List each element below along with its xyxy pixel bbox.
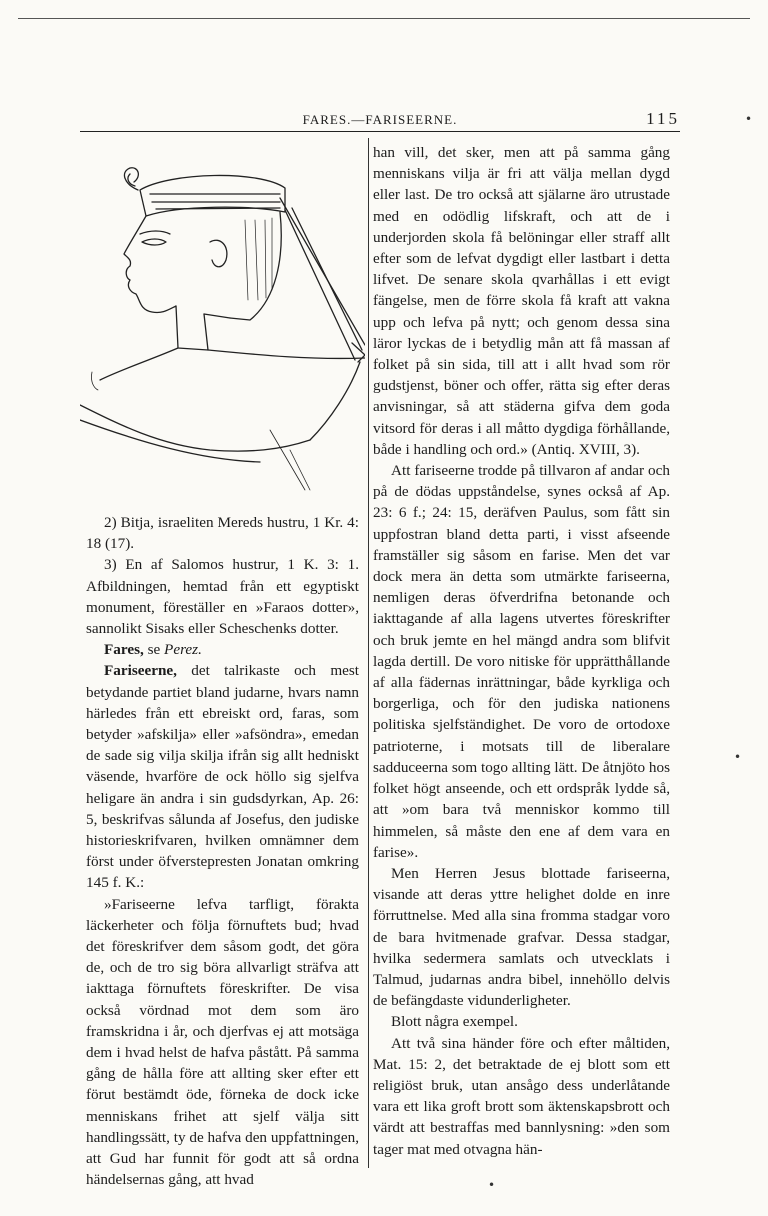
right-column [373,142,670,1160]
entry-fares-see: se [147,641,161,659]
paragraph-2: Att fariseerne trodde på tillvaron af andar och på de dödas uppståndelse, synes också af Ap. 23: 6 f.; 24: 15, deräfven Paulus, som fått sin uppfostran bland detta parti, i visst afseende framställer sig såsom en farise. Men det var dock mera än detta som utmärkte fariseerna, nemligen deras öfverdrifna betonande och iakttagande af alla lagens utvertes föreskrifter och bruk jemte en hel mängd andra som blifvit lagda dertill. De voro nitiske för upprätthållande af alla fädernas inrättningar, både kyrkliga och borgerliga, och för den judiska nationens politiska sjelfständighet. De voro de ortodoxe patrioterne, i motsats till de liberalare sadduceerna som togo allting lätt. De åtnjöto hos folket högt anseende, och ett ordspråk lydde så, att »om bara två menniskor kommo till himmelen, så måste den ene af dem vara en farise». [373,462,670,861]
entry-fares-ref: Perez. [164,641,202,659]
egyptian-princess-illustration [80,150,365,505]
paragraph-1: han vill, det sker, men att på samma gång menniskans vilja är fri att välja mellan dygd eller last. De tro också att själarne äro utrustade med en odödlig lifskraft, och att de i underjorden skola få belöningar eller straff allt efter som de lefvat dygdigt eller lastbart i detta lifvet. De senare skola qvarhållas i ett evigt fängelse, men de förre skola få kraft att vakna upp och lefva på nytt; och genom dessa sina läror lyckas de i betydlig mån att få massan af folket på sin sida, till att i allt hvad som rör gudstjenst, böner och offer, rätta sig efter deras anvisningar, så att städerna gifva dem goda vitsord för deras i all måtto dygdiga förhållande, både i handling och ord.» (Antiq. XVIII, 3). [373,144,670,458]
scan-speck: • [734,750,742,764]
entry-fariseerne-text: det talrikaste och mest betydande partiet bland judarne, hvars namn härledes från ett ebreiskt ord, faras, som betyder »afskilja» eller »afsöndra», emedan de sade sig vilja skilja ifrån sig allt hedniskt väsende, hvarföre de ock höllo sig sjelfva heligare än andra i sin gudsdyrkan, Ap. 26: 5, beskrifvas sålunda af Josefus, den judiske historieskrifvaren, hvilken omnämner dem först under öfverstepresten Jonatan omkring 145 f. K.: [86,662,359,892]
paragraph-3: Men Herren Jesus blottade fariseerna, visande att deras yttre helighet dolde en inre förruttnelse. Med alla sina fromma stadgar voro de bara hvitmenade grafvar. Dessa stadgar, hvilka sedermera samlats och utvecklats i Talmud, judarnas andra bibel, innehöllo delvis de befängdaste vidunderligheter. [373,864,670,1010]
scan-speck: • [745,112,753,126]
running-header [80,108,680,130]
paragraph-5: Att två sina händer före och efter måltiden, Mat. 15: 2, det betraktade de ej blott som ett religiöst bruk, utan ansågo dess underlåtande vara ett lika groft brott som äktenskapsbrott och värdt att bestraffas med bannlysning: »den som tager mat med otvagna hän- [373,1034,670,1158]
footnote-2: 2) Bitja, israeliten Mereds hustru, 1 Kr. 4: 18 (17). [86,514,359,553]
entry-fares [86,639,359,660]
entry-fariseerne-term: Fariseerne, [104,662,177,680]
header-rule [80,131,680,132]
paragraph-4: Blott några exempel. [391,1013,518,1031]
josefus-quote: »Fariseerne lefva tarfligt, förakta läckerheter och följa förnuftets bud; hvad det föreskrifver dem såsom godt, det göra de, och de tro sig böra allvarligt sträfva att iakttaga förnuftets föreskrifter. De visa också vördnad mot dem som äro framskridna i år, och djerfvas ej att motsäga dem i hvad helst de hafva påstått. På samma gång de hålla före att allting sker efter ett förut bestämdt öde, förneka de dock icke menniskans frihet att sjelf välja sitt handlingssätt, ty de hafva den uppfattningen, att Gud har funnit för godt att så ordna händelsernas gång, att hvad [86,895,359,1189]
page-number: 115 [646,109,680,128]
entry-fares-term: Fares, [104,641,144,659]
footnote-3: 3) En af Salomos hustrur, 1 K. 3: 1. Afbildningen, hemtad från ett egyptiskt monument, föreställer en »Faraos dotter», sannolikt Sisaks eller Scheschenks dotter. [86,556,359,638]
left-column [86,512,359,1191]
column-divider [368,138,369,1168]
top-scan-rule [18,18,750,19]
running-title: FARES.—FARISEERNE. [302,112,458,127]
entry-fariseerne [86,660,359,893]
scan-speck: • [488,1178,496,1192]
